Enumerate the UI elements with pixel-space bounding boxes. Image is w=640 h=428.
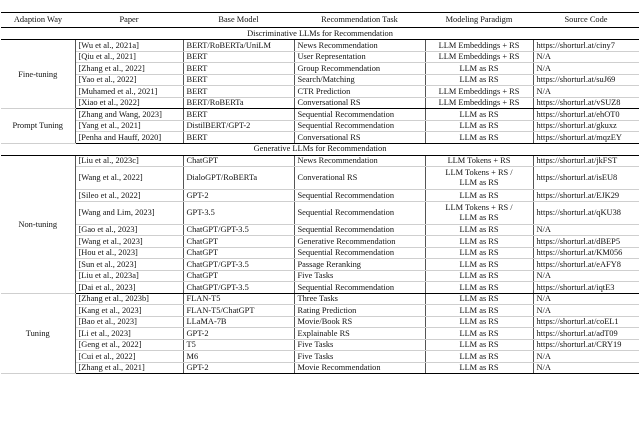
task-cell: Three Tasks: [294, 293, 425, 305]
paradigm-line-2: LLM as RS: [459, 212, 499, 222]
source-code-cell: https://shorturl.at/suJ69: [533, 74, 639, 86]
paper-cell: [Kang et al., 2023]: [75, 305, 183, 317]
paper-cell: [Penha and Hauff, 2020]: [75, 132, 183, 144]
base-model-cell: ChatGPT: [183, 236, 294, 248]
task-cell: Generative Recommendation: [294, 236, 425, 248]
section-discriminative: Discriminative LLMs for Recommendation: [1, 28, 639, 40]
task-cell: News Recommendation: [294, 155, 425, 167]
base-model-cell: BERT: [183, 132, 294, 144]
table-row: [1, 362, 639, 374]
table-row: [1, 74, 639, 86]
section-generative: Generative LLMs for Recommendation: [1, 143, 639, 155]
header-modeling-paradigm: Modeling Paradigm: [425, 13, 533, 28]
table-row: [1, 328, 639, 340]
paradigm-cell: LLM as RS: [425, 63, 533, 75]
paper-cell: [Hou et al., 2023]: [75, 247, 183, 259]
task-cell: Sequential Recommendation: [294, 201, 425, 224]
base-model-cell: BERT/RoBERTa/UniLM: [183, 40, 294, 52]
paper-cell: [Zhang et al., 2022]: [75, 63, 183, 75]
source-code-cell: N/A: [533, 305, 639, 317]
task-cell: Five Tasks: [294, 270, 425, 282]
base-model-cell: T5: [183, 339, 294, 351]
source-code-cell: https://shorturl.at/adT09: [533, 328, 639, 340]
paper-cell: [Wang et al., 2023]: [75, 236, 183, 248]
paradigm-cell: [425, 201, 533, 224]
paper-cell: [Yang et al., 2021]: [75, 120, 183, 132]
task-cell: Movie/Book RS: [294, 316, 425, 328]
header-row: [1, 13, 639, 28]
task-cell: Explainable RS: [294, 328, 425, 340]
base-model-cell: FLAN-T5/ChatGPT: [183, 305, 294, 317]
source-code-cell: https://shorturl.at/mqzEY: [533, 132, 639, 144]
base-model-cell: GPT-2: [183, 362, 294, 374]
table-row: [1, 316, 639, 328]
task-cell: Sequential Recommendation: [294, 282, 425, 294]
paradigm-cell: LLM as RS: [425, 351, 533, 363]
source-code-cell: https://shorturl.at/ciny7: [533, 40, 639, 52]
paper-cell: [Zhang et al., 2023b]: [75, 293, 183, 305]
paradigm-cell: LLM Embeddings + RS: [425, 97, 533, 109]
table-row: [1, 109, 639, 121]
base-model-cell: DistilBERT/GPT-2: [183, 120, 294, 132]
source-code-cell: https://shorturl.at/iqtE3: [533, 282, 639, 294]
paradigm-cell: LLM as RS: [425, 236, 533, 248]
base-model-cell: GPT-2: [183, 190, 294, 202]
paper-cell: [Wang and Lim, 2023]: [75, 201, 183, 224]
source-code-cell: https://shorturl.at/vSUZ8: [533, 97, 639, 109]
source-code-cell: N/A: [533, 293, 639, 305]
base-model-cell: GPT-2: [183, 328, 294, 340]
paper-cell: [Liu et al., 2023c]: [75, 155, 183, 167]
table-row: [1, 51, 639, 63]
llm-recsys-table: [1, 12, 639, 374]
table-row: [1, 247, 639, 259]
paper-cell: [Bao et al., 2023]: [75, 316, 183, 328]
task-cell: Sequential Recommendation: [294, 190, 425, 202]
paper-cell: [Cui et al., 2022]: [75, 351, 183, 363]
source-code-cell: https://shorturl.at/jkFST: [533, 155, 639, 167]
base-model-cell: LLaMA-7B: [183, 316, 294, 328]
paradigm-cell: LLM as RS: [425, 224, 533, 236]
header-base-model: Base Model: [183, 13, 294, 28]
adaption-way-tuning: Tuning: [1, 293, 75, 374]
source-code-cell: https://shorturl.at/CRY19: [533, 339, 639, 351]
task-cell: Sequential Recommendation: [294, 109, 425, 121]
table-row: [1, 293, 639, 305]
table-row: [1, 120, 639, 132]
header-source-code: Source Code: [533, 13, 639, 28]
paradigm-cell: LLM Embeddings + RS: [425, 40, 533, 52]
task-cell: Five Tasks: [294, 351, 425, 363]
task-cell: Rating Prediction: [294, 305, 425, 317]
source-code-cell: N/A: [533, 362, 639, 374]
task-cell: User Representation: [294, 51, 425, 63]
base-model-cell: BERT: [183, 51, 294, 63]
base-model-cell: ChatGPT/GPT-3.5: [183, 282, 294, 294]
table-row: [1, 132, 639, 144]
task-cell: Converational RS: [294, 167, 425, 190]
source-code-cell: https://shorturl.at/KM056: [533, 247, 639, 259]
task-cell: Search/Matching: [294, 74, 425, 86]
paradigm-cell: LLM Embeddings + RS: [425, 86, 533, 98]
paper-cell: [Xiao et al., 2022]: [75, 97, 183, 109]
task-cell: Sequential Recommendation: [294, 247, 425, 259]
paper-cell: [Geng et al., 2022]: [75, 339, 183, 351]
task-cell: News Recommendation: [294, 40, 425, 52]
table-row: [1, 282, 639, 294]
base-model-cell: BERT/RoBERTa: [183, 97, 294, 109]
paradigm-cell: LLM as RS: [425, 190, 533, 202]
source-code-cell: N/A: [533, 270, 639, 282]
paper-cell: [Wu et al., 2021a]: [75, 40, 183, 52]
task-cell: Sequential Recommendation: [294, 120, 425, 132]
base-model-cell: BERT: [183, 63, 294, 75]
paradigm-cell: LLM as RS: [425, 362, 533, 374]
paradigm-cell: LLM as RS: [425, 247, 533, 259]
paradigm-line-2: LLM as RS: [459, 178, 499, 187]
base-model-cell: ChatGPT: [183, 247, 294, 259]
paradigm-cell: LLM as RS: [425, 328, 533, 340]
source-code-cell: https://shorturl.at/isEU8: [533, 167, 639, 190]
table-row: [1, 97, 639, 109]
source-code-cell: N/A: [533, 351, 639, 363]
table-row: [1, 339, 639, 351]
paper-cell: [Yao et al., 2022]: [75, 74, 183, 86]
paradigm-cell: LLM as RS: [425, 109, 533, 121]
table-row: [1, 236, 639, 248]
paradigm-line-1: LLM Tokens + RS /: [445, 202, 513, 212]
source-code-cell: https://shorturl.at/ehOT0: [533, 109, 639, 121]
paradigm-cell: LLM Tokens + RS: [425, 155, 533, 167]
task-cell: CTR Prediction: [294, 86, 425, 98]
source-code-cell: N/A: [533, 224, 639, 236]
paradigm-cell: LLM as RS: [425, 316, 533, 328]
table-row: [1, 224, 639, 236]
table-row: [1, 40, 639, 52]
table-container: [1, 12, 639, 374]
table-row: [1, 351, 639, 363]
task-cell: Conversational RS: [294, 132, 425, 144]
task-cell: Sequential Recommendation: [294, 224, 425, 236]
task-cell: Five Tasks: [294, 339, 425, 351]
paper-cell: [Gao et al., 2023]: [75, 224, 183, 236]
base-model-cell: BERT: [183, 109, 294, 121]
table-row: [1, 155, 639, 167]
base-model-cell: M6: [183, 351, 294, 363]
source-code-cell: https://shorturl.at/dBEP5: [533, 236, 639, 248]
paper-cell: [Liu et al., 2023a]: [75, 270, 183, 282]
task-cell: Group Recommendation: [294, 63, 425, 75]
paper-cell: [Li et al., 2023]: [75, 328, 183, 340]
table-row: [1, 259, 639, 271]
header-paper: Paper: [75, 13, 183, 28]
paradigm-cell: LLM as RS: [425, 259, 533, 271]
table-row: [1, 270, 639, 282]
paradigm-cell: [425, 167, 533, 190]
paper-cell: [Zhang et al., 2021]: [75, 362, 183, 374]
table-row: [1, 201, 639, 224]
base-model-cell: ChatGPT: [183, 270, 294, 282]
source-code-cell: https://shorturl.at/EJK29: [533, 190, 639, 202]
adaption-way-nontuning: Non-tuning: [1, 155, 75, 293]
source-code-cell: https://shorturl.at/qKU38: [533, 201, 639, 224]
paradigm-cell: LLM as RS: [425, 74, 533, 86]
paradigm-line-1: LLM Tokens + RS /: [445, 168, 513, 177]
source-code-cell: N/A: [533, 51, 639, 63]
base-model-cell: BERT: [183, 86, 294, 98]
paradigm-cell: LLM as RS: [425, 339, 533, 351]
base-model-cell: GPT-3.5: [183, 201, 294, 224]
header-adaption-way: Adaption Way: [1, 13, 75, 28]
paradigm-cell: LLM as RS: [425, 120, 533, 132]
base-model-cell: BERT: [183, 74, 294, 86]
source-code-cell: https://shorturl.at/gkuxz: [533, 120, 639, 132]
paradigm-cell: LLM as RS: [425, 270, 533, 282]
task-cell: Passage Reranking: [294, 259, 425, 271]
paradigm-cell: LLM as RS: [425, 293, 533, 305]
base-model-cell: DialoGPT/RoBERTa: [183, 167, 294, 190]
paper-cell: [Muhamed et al., 2021]: [75, 86, 183, 98]
task-cell: Conversational RS: [294, 97, 425, 109]
base-model-cell: ChatGPT/GPT-3.5: [183, 259, 294, 271]
table-row: [1, 167, 639, 190]
base-model-cell: ChatGPT/GPT-3.5: [183, 224, 294, 236]
paradigm-cell: LLM as RS: [425, 282, 533, 294]
paradigm-cell: LLM as RS: [425, 132, 533, 144]
paper-cell: [Dai et al., 2023]: [75, 282, 183, 294]
source-code-cell: https://shorturl.at/coEL1: [533, 316, 639, 328]
adaption-way-prompt: Prompt Tuning: [1, 109, 75, 144]
table-row: [1, 63, 639, 75]
paradigm-cell: LLM as RS: [425, 305, 533, 317]
table-row: [1, 86, 639, 98]
task-cell: Movie Recommendation: [294, 362, 425, 374]
paper-cell: [Qiu et al., 2021]: [75, 51, 183, 63]
header-recommendation-task: Recommendation Task: [294, 13, 425, 28]
base-model-cell: FLAN-T5: [183, 293, 294, 305]
base-model-cell: ChatGPT: [183, 155, 294, 167]
paper-cell: [Sileo et al., 2022]: [75, 190, 183, 202]
paper-cell: [Zhang and Wang, 2023]: [75, 109, 183, 121]
paper-cell: [Wang et al., 2022]: [75, 167, 183, 190]
adaption-way-finetuning: Fine-tuning: [1, 40, 75, 109]
source-code-cell: N/A: [533, 63, 639, 75]
source-code-cell: N/A: [533, 86, 639, 98]
source-code-cell: https://shorturl.at/eAFY8: [533, 259, 639, 271]
table-row: [1, 190, 639, 202]
paper-cell: [Sun et al., 2023]: [75, 259, 183, 271]
table-row: [1, 305, 639, 317]
paradigm-cell: LLM Embeddings + RS: [425, 51, 533, 63]
